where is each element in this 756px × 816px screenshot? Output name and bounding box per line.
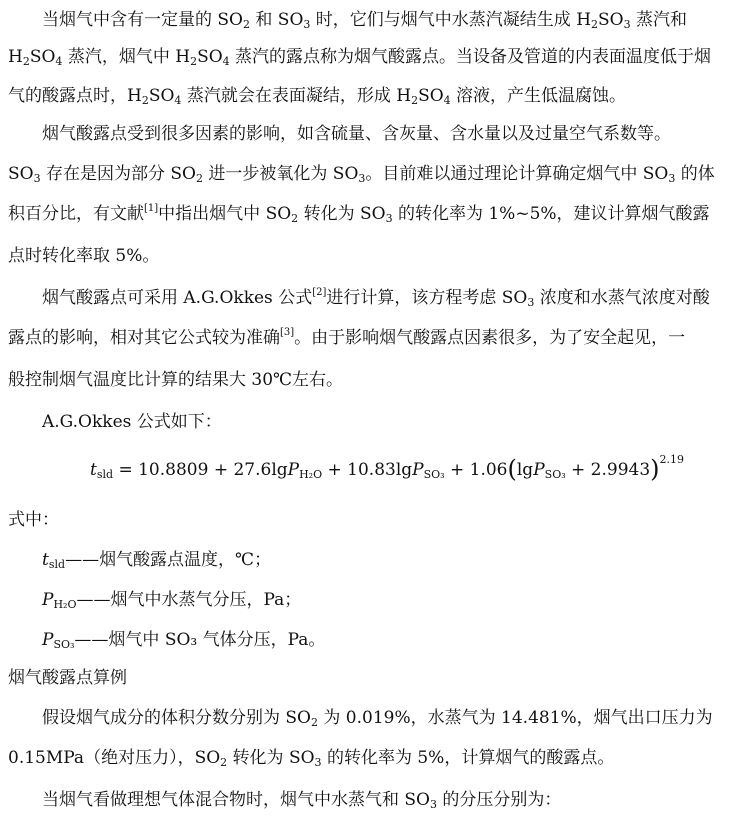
def-ph2o: $P_{H_2O}——$烟气中水蒸气分压，Pa；: [42, 590, 302, 611]
p1-line3: 气的酸露点时，$H_2SO_4$ 蒸汽就会在表面凝结，形成 $H_2SO_4$ 溶液，产生低温腐蚀。: [8, 86, 627, 107]
p2-line4: 点时转化率取 5%。: [8, 246, 160, 266]
p1-line2: $H_2SO_4$ 蒸汽，烟气中 $H_2SO_4$ 蒸汽的露点称为烟气酸露点。当设备及管道的内表面温度低于烟: [8, 47, 712, 68]
p4-line1: 假设烟气成分的体积分数分别为 $SO_2$ 为 0.019%，水蒸气为 14.481%，烟气出口压力为: [42, 708, 713, 729]
p3-line3: 般控制烟气温度比计算的结果大 30℃左右。: [8, 370, 344, 390]
citation-3[interactable]: [3]: [280, 327, 295, 338]
where-label: 式中：: [8, 510, 59, 530]
okkes-equation: $t_{sld} = 10.8809 + 27.6\lg P_{H_2O} + 10.83\lg P_{SO_3} + 1.06(\lg P_{SO_3} + 2.9943)^{2.19}$: [90, 453, 685, 483]
p2-line1: 烟气酸露点受到很多因素的影响，如含硫量、含灰量、含水量以及过量空气系数等。: [42, 124, 671, 144]
section-title: 烟气酸露点算例: [8, 668, 127, 688]
p2-line2: $SO_3$ 存在是因为部分 $SO_2$ 进一步被氧化为 $SO_3$。目前难以通过理论计算确定烟气中 $SO_3$ 的体: [8, 164, 715, 185]
p4-line2: 0.15MPa（绝对压力），$SO_2$ 转化为 $SO_3$ 的转化率为 5%，计算烟气的酸露点。: [8, 748, 615, 769]
p3-line2: 露点的影响，相对其它公式较为准确[3]。由于影响烟气酸露点因素很多，为了安全起见，一: [8, 327, 686, 348]
def-tsld: $t_{sld}——$烟气酸露点温度，℃；: [42, 550, 272, 571]
citation-1[interactable]: [1]: [144, 203, 159, 214]
p5-line1: 当烟气看做理想气体混合物时，烟气中水蒸气和 $SO_3$ 的分压分别为：: [42, 790, 562, 811]
formula-intro: A.G.Okkes 公式如下：: [42, 412, 222, 432]
citation-2[interactable]: [2]: [312, 287, 327, 298]
p3-line1: 烟气酸露点可采用 A.G.Okkes 公式[2]进行计算，该方程考虑 $SO_3$ 浓度和水蒸气浓度对酸: [42, 287, 710, 309]
p2-line3: 积百分比，有文献[1]中指出烟气中 $SO_2$ 转化为 $SO_3$ 的转化率为 1%~5%，建议计算烟气酸露: [8, 203, 710, 225]
def-pso3: $P_{SO_3}——$烟气中 SO₃ 气体分压，Pa。: [42, 630, 326, 651]
p1-line1: 当烟气中含有一定量的 $SO_2$ 和 $SO_3$ 时，它们与烟气中水蒸汽凝结生成 $H_2SO_3$ 蒸汽和: [42, 10, 688, 31]
